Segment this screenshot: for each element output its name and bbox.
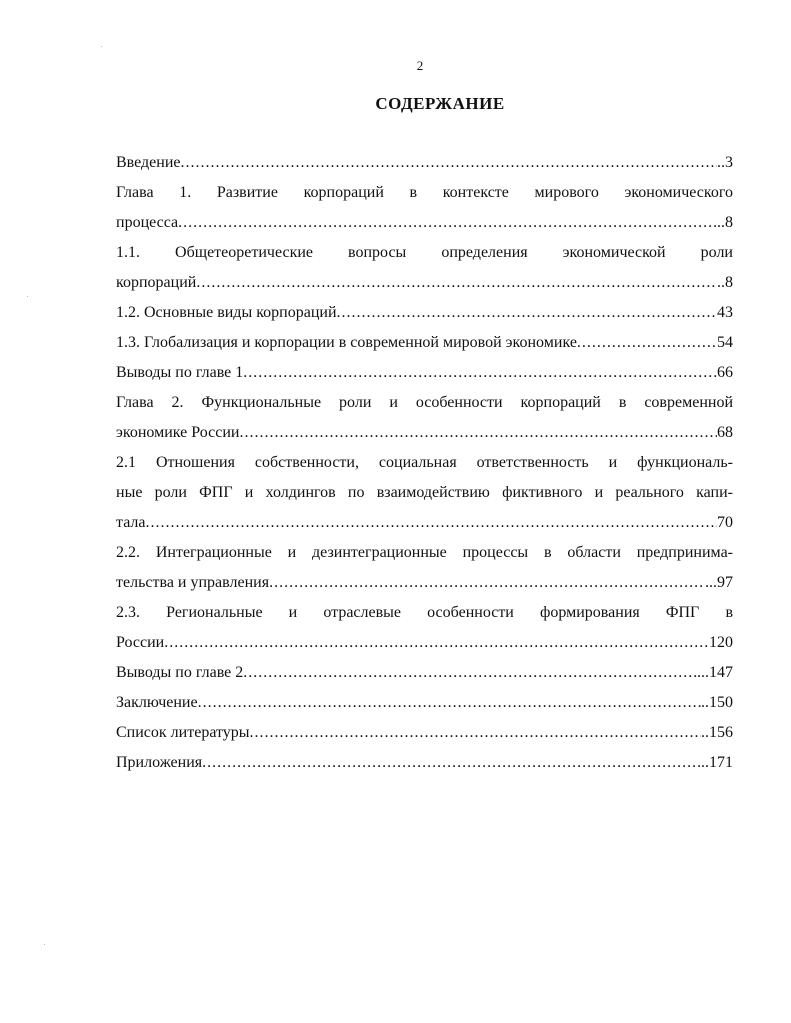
- toc-entry-page: 43: [717, 304, 733, 321]
- toc-entry-conclusion: [116, 688, 733, 718]
- toc-entry-text: Список литературы: [116, 724, 250, 741]
- toc-entry-page: ...97: [705, 574, 733, 591]
- toc-entry-chapter-1-end: [116, 208, 733, 238]
- dot-leader: [269, 568, 705, 598]
- toc-entry-text: 2.1 Отношения собственности, социальная ответственность и функциональ-: [116, 454, 733, 471]
- dot-leader: [337, 298, 717, 328]
- page-title: СОДЕРЖАНИЕ: [375, 94, 505, 113]
- toc-entry-conclusions-2: [116, 658, 733, 688]
- toc-entry-chapter-2-end: [116, 418, 733, 448]
- toc-entry-page: ...147: [697, 664, 733, 681]
- toc-entry-page: ..8: [717, 274, 733, 291]
- page-number: 2: [416, 58, 424, 73]
- toc-entry-text: Выводы по главе 2: [116, 664, 244, 681]
- toc-entry-page: 66: [717, 364, 733, 381]
- toc-entry-conclusions-1: [116, 358, 733, 388]
- toc-entry-page: ..8: [717, 214, 733, 231]
- toc-entry-text: тельства и управления: [116, 574, 270, 591]
- toc-entry-text: 1.2. Основные виды корпораций: [116, 304, 337, 321]
- toc-entry-bibliography: [116, 718, 733, 748]
- toc-entry-text: Глава 2. Функциональные роли и особенности корпораций в современной: [116, 394, 733, 411]
- toc-entry-section-1-3: [116, 328, 733, 358]
- toc-entry-text: Глава 1. Развитие корпораций в контексте мирового экономического: [116, 184, 733, 201]
- dot-leader: [178, 208, 717, 238]
- toc-entry-page: ..156: [701, 724, 733, 741]
- dot-leader: [202, 748, 701, 778]
- dot-leader: [164, 628, 709, 658]
- toc-entry-text: Выводы по главе 1: [116, 364, 244, 381]
- dot-leader: [181, 148, 718, 178]
- toc-entry-chapter-2: [116, 388, 733, 418]
- toc-entry-page: 120: [709, 634, 733, 651]
- toc-entry-text: ные роли ФПГ и холдингов по взаимодействию фиктивного и реального капи-: [116, 484, 733, 501]
- toc-entry-text: 1.3. Глобализация и корпорации в современной мировой экономике: [116, 334, 577, 351]
- toc-entry-section-2-1: [116, 448, 733, 478]
- toc-entry-section-2-2-end: [116, 568, 733, 598]
- toc-entry-text: 1.1. Общетеоретические вопросы определения экономической роли: [116, 244, 733, 261]
- toc-entry-section-1-1: [116, 238, 733, 268]
- toc-entry-text: Заключение: [116, 694, 198, 711]
- toc-entry-section-2-1-cont: [116, 478, 733, 508]
- dot-leader: [577, 328, 717, 358]
- dot-leader: [198, 688, 701, 718]
- toc-entry-text: 2.3. Региональные и отраслевые особенности формирования ФПГ в: [116, 604, 733, 621]
- toc-entry-section-2-2: [116, 538, 733, 568]
- toc-entry-text: Приложения: [116, 754, 203, 771]
- toc-entry-appendices: [116, 748, 733, 778]
- toc-entry-page: 68: [717, 424, 733, 441]
- toc-entry-section-1-1-end: [116, 268, 733, 298]
- toc-entry-text: 2.2. Интеграционные и дезинтеграционные процессы в области предпринима-: [116, 544, 733, 561]
- toc-entry-section-2-3: [116, 598, 733, 628]
- toc-entry-introduction: [116, 148, 733, 178]
- toc-entry-text: экономике России: [116, 424, 240, 441]
- dot-leader: [243, 358, 717, 388]
- toc-entry-text: корпораций: [116, 274, 197, 291]
- toc-entry-text: процесса: [116, 214, 179, 231]
- table-of-contents: [116, 148, 733, 778]
- dot-leader: [250, 718, 701, 748]
- dot-leader: [243, 658, 697, 688]
- toc-entry-text: Введение: [116, 154, 181, 171]
- scan-speck: [44, 944, 45, 945]
- toc-entry-page: ..150: [701, 694, 733, 711]
- dot-leader: [239, 418, 717, 448]
- toc-entry-page: 54: [717, 334, 733, 351]
- toc-entry-page: ..3: [717, 154, 733, 171]
- toc-entry-text: тала: [116, 514, 146, 531]
- dot-leader: [196, 268, 717, 298]
- toc-entry-section-2-1-end: [116, 508, 733, 538]
- toc-entry-section-1-2: [116, 298, 733, 328]
- toc-entry-page: 70: [717, 514, 733, 531]
- toc-entry-text: России: [116, 634, 165, 651]
- toc-entry-chapter-1: [116, 178, 733, 208]
- toc-entry-page: ..171: [701, 754, 733, 771]
- scan-speck: [27, 296, 28, 297]
- toc-entry-section-2-3-end: [116, 628, 733, 658]
- scan-speck: [101, 46, 102, 47]
- dot-leader: [146, 508, 717, 538]
